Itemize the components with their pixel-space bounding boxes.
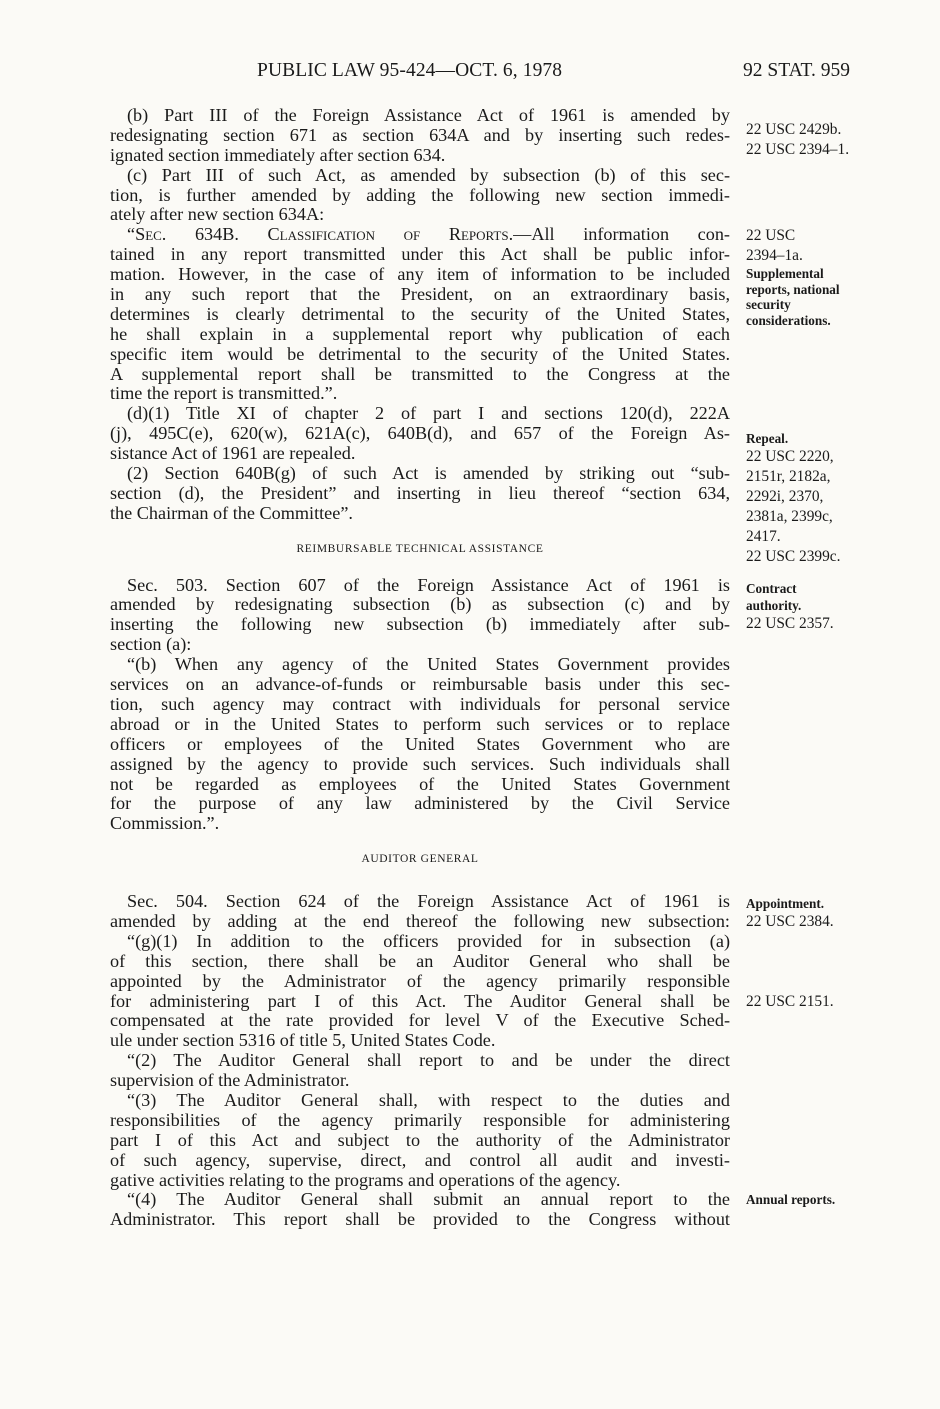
margin-topic: reports, national: [746, 281, 840, 297]
section-504: [110, 892, 730, 932]
text-line: Sec. 503. Section 607 of the Foreign Assistance Act of 1961 is: [127, 574, 730, 595]
margin-topic: Contract: [746, 581, 797, 596]
text-line: for the purpose of any law administered by the Civil Service: [110, 793, 730, 814]
text-line: “(b) When any agency of the United States Government provides: [127, 654, 730, 675]
text-line: of this section, there shall be an Auditor General who shall be: [110, 950, 730, 971]
margin-topic: considerations.: [746, 312, 831, 328]
section-634b: [110, 225, 730, 404]
section-heading-auditor-general: AUDITOR GENERAL: [361, 853, 479, 866]
text-line: services on an advance-of-funds or reimbursable basis under this sec-: [110, 674, 730, 695]
text-line: appointed by the Administrator of the agency primarily responsible: [110, 970, 730, 991]
text-line: ignated section immediately after section 634.: [110, 144, 446, 165]
text-line: tion, such agency may contract with individuals for personal service: [110, 693, 730, 714]
subsection-g3: [110, 1091, 730, 1190]
text-line: Sec. 504. Section 624 of the Foreign Assistance Act of 1961 is: [127, 891, 730, 912]
law-title: PUBLIC LAW 95-424—OCT. 6, 1978: [257, 60, 563, 81]
page-header: [0, 60, 940, 86]
text-line: tion, is further amended by adding the following new section immedi-: [110, 184, 730, 205]
paragraph-d1: [110, 404, 730, 464]
section-503: [110, 576, 730, 656]
margin-citation: 2151r, 2182a,: [746, 467, 831, 485]
text-line: specific item would be detrimental to the security of the United States.: [110, 343, 730, 364]
paragraph-c: [110, 166, 730, 226]
margin-note-appointment: [746, 895, 926, 932]
text-line: ately after new section 634A:: [110, 204, 325, 225]
text-line: of such agency, supervise, direct, and control all audit and investi-: [110, 1149, 730, 1170]
margin-note-annual-reports: [746, 1191, 926, 1208]
text-line: section (d), the President” and inserting in lieu thereof “section 634,: [110, 482, 730, 503]
text-line: in any such report that the President, on an extraordinary basis,: [110, 284, 730, 305]
text-line: officers or employees of the United States Government who are: [110, 733, 730, 754]
margin-citation: 22 USC 2384.: [746, 913, 834, 930]
text-line: Administrator. This report shall be provided to the Congress without: [110, 1209, 730, 1230]
text-line: “(2) The Auditor General shall report to and be under the direct: [127, 1050, 730, 1071]
margin-citation: 22 USC 2220,: [746, 448, 834, 465]
section-503-subsection-b: [110, 655, 730, 834]
text-line: A supplemental report shall be transmitted to the Congress at the: [110, 363, 730, 384]
text-line: compensated at the rate provided for level V of the Executive Sched-: [110, 1010, 730, 1031]
margin-topic: Annual reports.: [746, 1192, 836, 1207]
margin-citation: 2381a, 2399c,: [746, 507, 833, 525]
margin-citation: 22 USC 2394–1.: [746, 140, 850, 158]
margin-citation: 22 USC: [746, 227, 796, 244]
margin-citation: 2417.: [746, 527, 781, 545]
margin-topic: authority.: [746, 598, 802, 613]
text-line: supervision of the Administrator.: [110, 1070, 350, 1091]
section-634b-label: “Sec. 634B. Classification of Reports.: [127, 224, 514, 245]
text-line: (2) Section 640B(g) of such Act is amended by striking out “sub-: [127, 463, 730, 484]
text-line: not be regarded as employees of the United States Government: [110, 773, 730, 794]
text-line: section (a):: [110, 634, 192, 655]
margin-citation: 22 USC 2399c.: [746, 547, 841, 565]
main-text: [110, 106, 730, 1230]
text-line: assigned by the agency to provide such services. Such individuals shall: [110, 753, 730, 774]
text-line: Commission.”.: [110, 813, 220, 834]
text-line: mation. However, in the case of any item of information to be included: [110, 264, 730, 285]
text-line: “(4) The Auditor General shall submit an annual report to the: [127, 1189, 730, 1210]
margin-topic: security: [746, 297, 791, 312]
subsection-g2: [110, 1051, 730, 1091]
margin-topic: Supplemental: [746, 266, 824, 281]
text-line: responsibilities of the agency primarily responsible for administering: [110, 1109, 730, 1130]
text-line: [110, 225, 730, 245]
margin-note-supplemental: [746, 266, 926, 328]
text-line: inserting the following new subsection (b) immediately after sub-: [110, 614, 730, 635]
margin-note-repeal: [746, 430, 926, 566]
text-line: sistance Act of 1961 are repealed.: [110, 443, 356, 464]
margin-note-usc-2151: [746, 992, 926, 1012]
text-line: gative activities relating to the programs and operations of the agency.: [110, 1169, 621, 1190]
margin-citation: 22 USC 2357.: [746, 615, 834, 632]
text-line: tained in any report transmitted under this Act shall be public infor-: [110, 244, 730, 265]
margin-note-contract-authority: [746, 580, 926, 634]
text-line: part I of this Act and subject to the authority of the Administrator: [110, 1129, 730, 1150]
text-line: amended by redesignating subsection (b) as subsection (c) and by: [110, 594, 730, 615]
text-line: (j), 495C(e), 620(w), 621A(c), 640B(d), and 657 of the Foreign As-: [110, 423, 730, 444]
paragraph-d2: [110, 464, 730, 524]
text-line: ule under section 5316 of title 5, United States Code.: [110, 1030, 496, 1051]
subsection-g1: [110, 932, 730, 1051]
margin-topic: Repeal.: [746, 431, 789, 446]
section-634b-text: —All information con-: [513, 224, 730, 245]
text-line: “(g)(1) In addition to the officers provided for in subsection (a): [127, 930, 730, 951]
text-line: (b) Part III of the Foreign Assistance Act of 1961 is amended by: [127, 105, 730, 125]
text-line: “(3) The Auditor General shall, with respect to the duties and: [127, 1089, 730, 1110]
text-line: he shall explain in a supplemental report why publication of each: [110, 323, 730, 344]
text-line: for administering part I of this Act. The Auditor General shall be: [110, 990, 730, 1011]
stat-page-number: 92 STAT. 959: [743, 60, 850, 81]
text-line: the Chairman of the Committee”.: [110, 502, 353, 523]
text-line: time the report is transmitted.”.: [110, 383, 338, 404]
text-line: determines is clearly detrimental to the security of the United States,: [110, 303, 730, 324]
section-heading-reimbursable: REIMBURSABLE TECHNICAL ASSISTANCE: [296, 542, 544, 555]
margin-note-usc-2394-1a: [746, 226, 926, 266]
margin-topic: Appointment.: [746, 896, 825, 911]
paragraph-b: [110, 106, 730, 166]
margin-citation: 2394–1a.: [746, 246, 803, 264]
margin-citation: 22 USC 2429b.: [746, 121, 842, 138]
text-line: redesignating section 671 as section 634A and by inserting such redes-: [110, 124, 730, 145]
margin-citation: 22 USC 2151.: [746, 993, 834, 1010]
margin-note-usc-2429b: [746, 120, 926, 160]
text-line: (c) Part III of such Act, as amended by subsection (b) of this sec-: [127, 164, 730, 185]
subsection-g4: [110, 1190, 730, 1230]
text-line: (d)(1) Title XI of chapter 2 of part I and sections 120(d), 222A: [127, 403, 730, 424]
text-line: abroad or in the United States to perform such services or to replace: [110, 713, 730, 734]
text-line: amended by adding at the end thereof the following new subsection:: [110, 910, 730, 931]
margin-citation: 2292i, 2370,: [746, 487, 824, 505]
